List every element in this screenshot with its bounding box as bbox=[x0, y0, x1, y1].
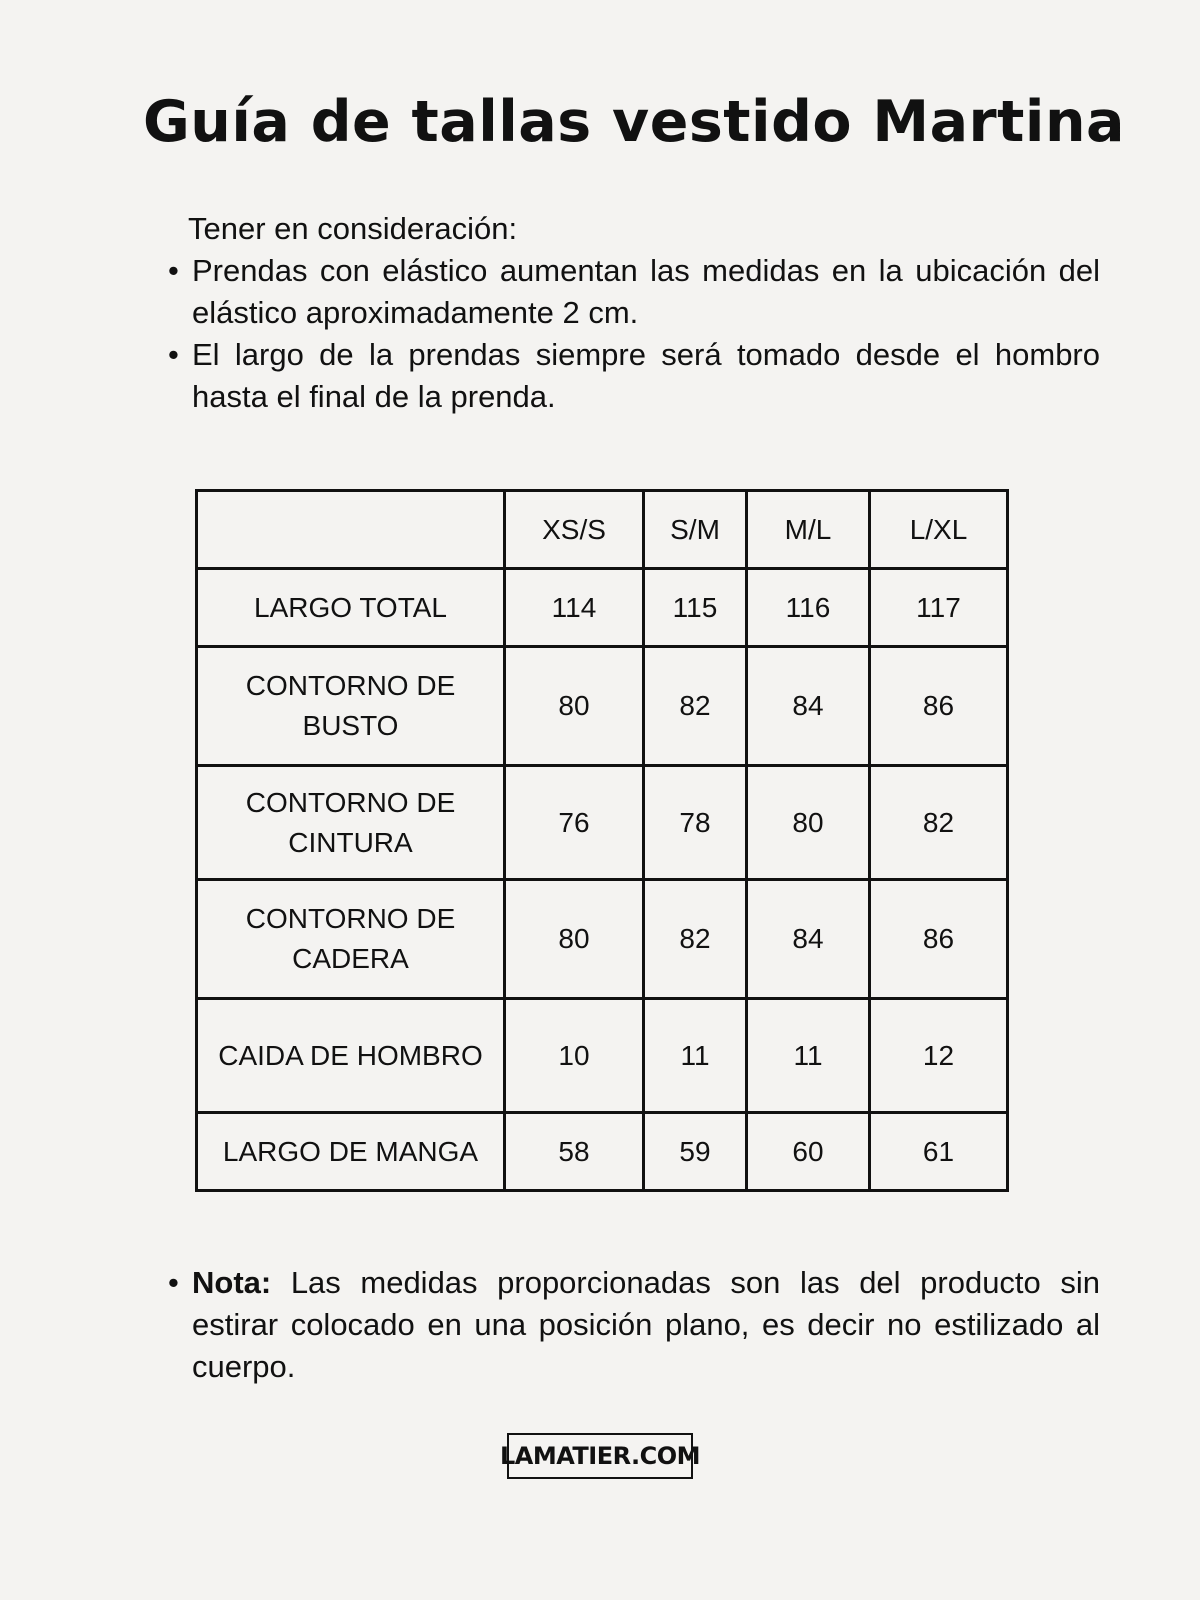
measure-value: 11 bbox=[747, 999, 870, 1113]
table-header-row bbox=[197, 491, 1008, 569]
measure-value: 80 bbox=[505, 647, 644, 766]
measure-value: 82 bbox=[644, 647, 747, 766]
consideration-text: El largo de la prendas siempre será tomado desde el hombro hasta el final de la prenda. bbox=[192, 337, 1100, 414]
measure-value: 116 bbox=[747, 569, 870, 647]
measure-value: 12 bbox=[870, 999, 1008, 1113]
measure-value: 80 bbox=[505, 880, 644, 999]
table-row bbox=[197, 880, 1008, 999]
consideration-text: Prendas con elástico aumentan las medidas en la ubicación del elástico aproximadamente 2 cm. bbox=[192, 253, 1100, 330]
size-header: XS/S bbox=[505, 491, 644, 569]
size-header: S/M bbox=[644, 491, 747, 569]
measure-value: 60 bbox=[747, 1113, 870, 1191]
table-row bbox=[197, 569, 1008, 647]
measure-value: 76 bbox=[505, 766, 644, 880]
bullet-icon: • bbox=[168, 337, 179, 372]
measure-value: 84 bbox=[747, 647, 870, 766]
bullet-icon: • bbox=[168, 1265, 179, 1300]
table-row bbox=[197, 647, 1008, 766]
measure-value: 82 bbox=[644, 880, 747, 999]
note-list bbox=[168, 1262, 1100, 1388]
measure-label: LARGO DE MANGA bbox=[197, 1113, 505, 1191]
measure-value: 82 bbox=[870, 766, 1008, 880]
bullet-icon: • bbox=[168, 253, 179, 288]
measure-value: 117 bbox=[870, 569, 1008, 647]
note-text: Las medidas proporcionadas son las del producto sin estirar colocado en una posición plano, es decir no estilizado al cuerpo. bbox=[192, 1265, 1100, 1384]
measure-label: CAIDA DE HOMBRO bbox=[197, 999, 505, 1113]
measure-value: 86 bbox=[870, 647, 1008, 766]
page-title: Guía de tallas vestido Martina bbox=[143, 89, 1125, 155]
brand-logo: LAMATIER.COM bbox=[507, 1433, 693, 1479]
measure-value: 10 bbox=[505, 999, 644, 1113]
note-item bbox=[168, 1262, 1100, 1388]
measure-value: 61 bbox=[870, 1113, 1008, 1191]
measure-value: 86 bbox=[870, 880, 1008, 999]
measure-label: LARGO TOTAL bbox=[197, 569, 505, 647]
measure-label: CONTORNO DE BUSTO bbox=[197, 647, 505, 766]
table-row bbox=[197, 1113, 1008, 1191]
measure-value: 59 bbox=[644, 1113, 747, 1191]
considerations-list bbox=[168, 250, 1100, 418]
measure-value: 78 bbox=[644, 766, 747, 880]
measure-value: 58 bbox=[505, 1113, 644, 1191]
measure-label: CONTORNO DE CINTURA bbox=[197, 766, 505, 880]
note-label: Nota: bbox=[192, 1265, 272, 1300]
measure-value: 115 bbox=[644, 569, 747, 647]
size-table bbox=[195, 489, 1009, 1192]
table-row bbox=[197, 999, 1008, 1113]
size-header: M/L bbox=[747, 491, 870, 569]
considerations-intro: Tener en consideración: bbox=[188, 211, 518, 246]
size-header: L/XL bbox=[870, 491, 1008, 569]
note-section bbox=[168, 1262, 1100, 1388]
corner-cell bbox=[197, 491, 505, 569]
measure-value: 80 bbox=[747, 766, 870, 880]
consideration-item bbox=[168, 334, 1100, 418]
considerations-section bbox=[168, 208, 1100, 418]
consideration-item bbox=[168, 250, 1100, 334]
table-row bbox=[197, 766, 1008, 880]
measure-label: CONTORNO DE CADERA bbox=[197, 880, 505, 999]
measure-value: 84 bbox=[747, 880, 870, 999]
measure-value: 114 bbox=[505, 569, 644, 647]
measure-value: 11 bbox=[644, 999, 747, 1113]
